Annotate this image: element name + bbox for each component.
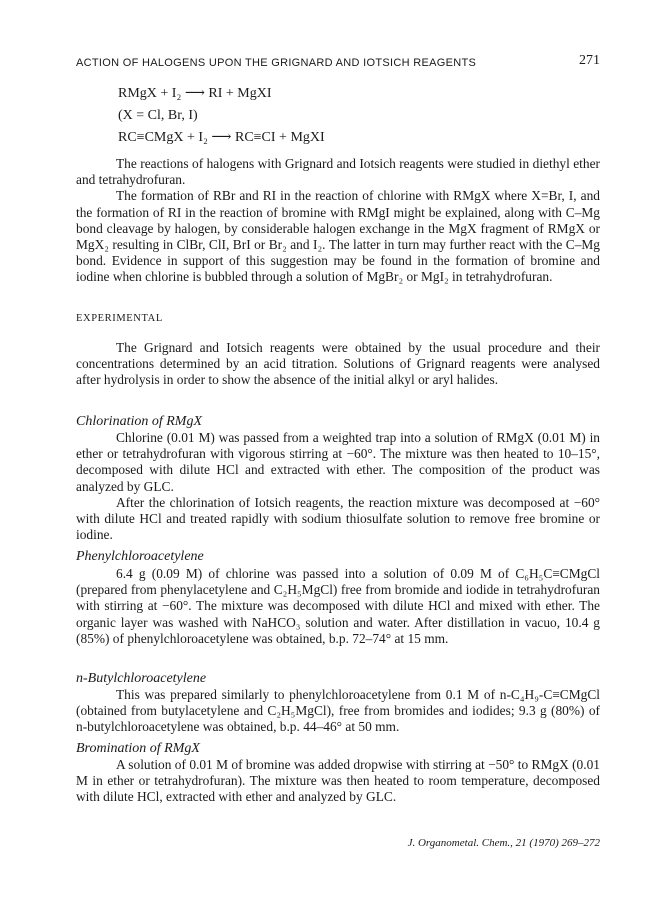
phenyl-paragraph: 6.4 g (0.09 M) of chlorine was passed into a solution of 0.09 M of C₆H₅C≡CMgCl (prepared from phenylacetylene and C₂H₅MgCl) free from bromide and iodide in tetrahydrofuran with stirring at −60°. The mixture was decomposed with dilute HCl and mixed with ether. The organic layer was washed with NaHCO₃ solution and water. After distillation in vacuo, 10.4 g (85%) of phenylchloroacetylene was obtained, b.p. 72–74° at 15 mm. [76,566,600,646]
equation-2: (X = Cl, Br, I) [118,108,198,123]
equation-1: RMgX + I₂ ⟶ RI + MgXI [118,86,272,101]
chlorination-section [76,430,600,543]
bromination-heading: Bromination of RMgX [76,741,200,756]
butyl-heading: n-Butylchloroacetylene [76,671,207,686]
intro-paragraph-2: The formation of RBr and RI in the reaction of chlorine with RMgX where X=Br, I, and the formation of RI in the reaction of bromine with RMgI might be explained, along with C–Mg bond cleavage by halogen, by considerable halogen exchange in the MgX fragment of RMgX or MgX₂ resulting in ClBr, ClI, BrI or Br₂ and I₂. The latter in turn may further react with the C–Mg bond. Evidence in support of this suggestion may be found in the formation of bromine and iodine when chlorine is bubbled through a solution of MgBr₂ or MgI₂ in tetrahydrofuran. [76,188,600,285]
experimental-heading: EXPERIMENTAL [76,313,163,324]
page-header [76,55,600,71]
bromination-paragraph: A solution of 0.01 M of bromine was added dropwise with stirring at −50° to RMgX (0.01 M in ether or tetrahydrofuran). The mixture was then heated to room temperature, decomposed with dilute HCl, extracted with ether and analyzed by GLC. [76,757,600,805]
experimental-paragraph: The Grignard and Iotsich reagents were obtained by the usual procedure and their concentrations determined by an acid titration. Solutions of Grignard reagents were analysed after hydrolysis in order to show the absence of the initial alkyl or aryl halides. [76,340,600,388]
chlorination-heading: Chlorination of RMgX [76,414,202,429]
phenyl-heading: Phenylchloroacetylene [76,549,204,564]
intro-paragraph-1: The reactions of halogens with Grignard and Iotsich reagents were studied in diethyl ether and tetrahydrofuran. [76,156,600,188]
butyl-section [76,687,600,736]
running-head: ACTION OF HALOGENS UPON THE GRIGNARD AND IOTSICH REAGENTS [76,57,477,69]
butyl-paragraph: This was prepared similarly to phenylchloroacetylene from 0.1 M of n-C₄H₉-C≡CMgCl (obtained from butylacetylene and C₂H₅MgCl), free from bromides and iodides; 9.3 g (80%) of n-butylchloroacetylene was obtained, b.p. 44–46° at 50 mm. [76,687,600,735]
phenyl-section [76,566,600,647]
intro-section [76,156,600,286]
bromination-section [76,757,600,806]
experimental-section [76,340,600,389]
journal-citation: J. Organometal. Chem., 21 (1970) 269–272 [407,837,600,849]
page-number: 271 [579,53,600,68]
chlorination-paragraph-2: After the chlorination of Iotsich reagents, the reaction mixture was decomposed at −60° with dilute HCl and treated rapidly with sodium thiosulfate solution to remove free bromine or iodine. [76,494,600,543]
chlorination-paragraph-1: Chlorine (0.01 M) was passed from a weighted trap into a solution of RMgX (0.01 M) in ether or tetrahydrofuran with vigorous stirring at −60°. The mixture was then heated to 10–15°, decomposed with dilute HCl and extracted with ether. The composition of the product was analyzed by GLC. [76,430,600,494]
equation-3: RC≡CMgX + I₂ ⟶ RC≡CI + MgXI [118,130,325,145]
